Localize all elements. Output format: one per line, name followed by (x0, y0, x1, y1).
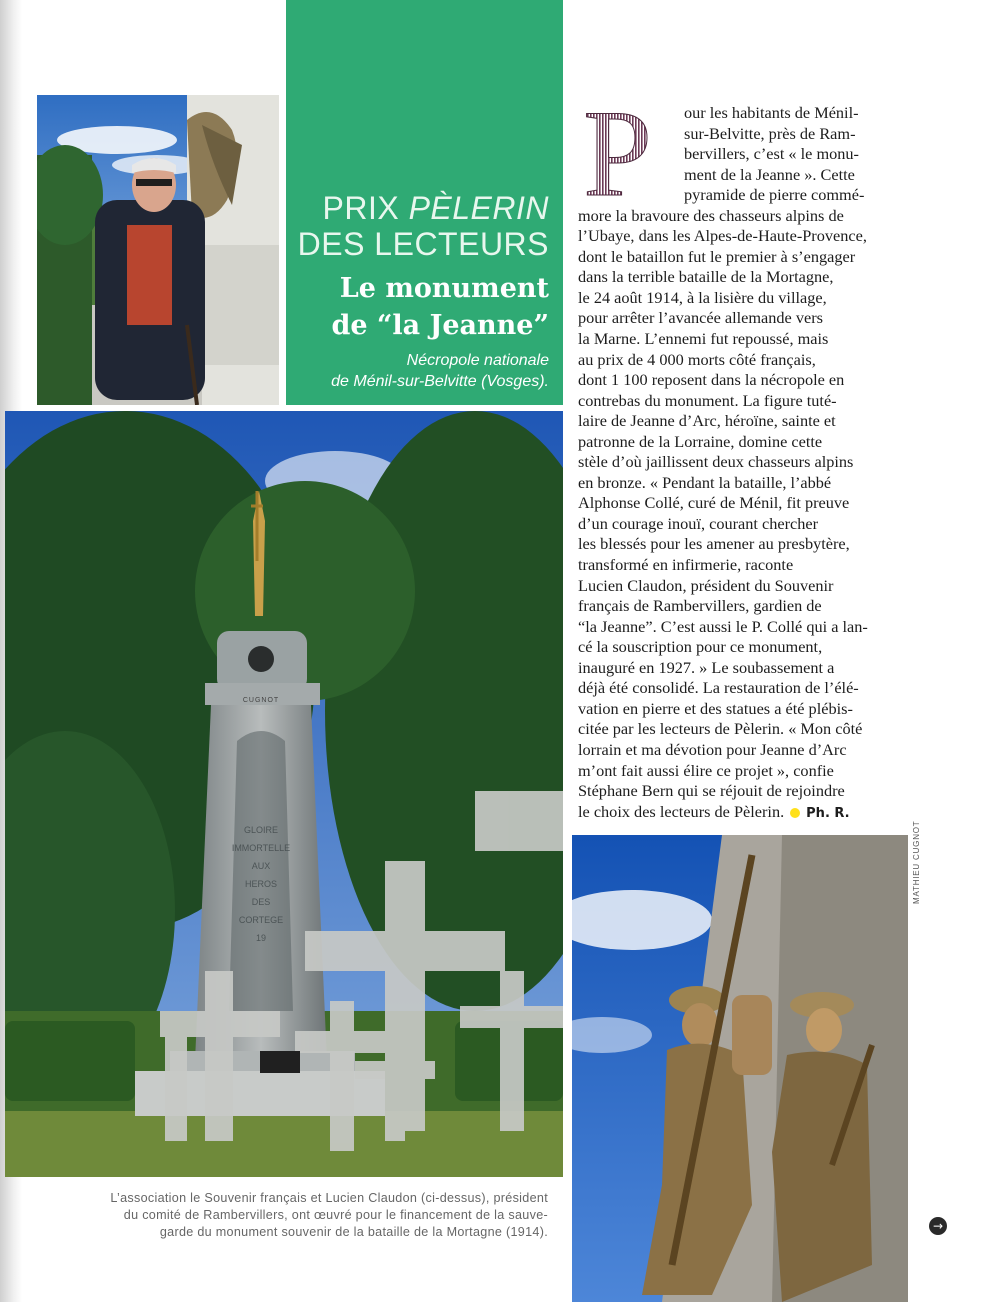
article-line: dans la terrible bataille de la Mortagne, (578, 267, 834, 287)
kicker-readers: DES LECTEURS (297, 226, 549, 262)
caption-line-1: L’association le Souvenir français et Lucien Claudon (ci-dessus), président (110, 1191, 548, 1205)
article-line: laire de Jeanne d’Arc, héroïne, sainte et (578, 411, 836, 431)
article-line: m’ont fait aussi élire ce projet », confie (578, 760, 834, 780)
article-line: bervillers, c’est « le monu- (684, 144, 859, 164)
next-page-arrow-icon[interactable]: → (929, 1217, 947, 1235)
soldiers-statue-photo (572, 835, 908, 1302)
article-line: patronne de la Lorraine, domine cette (578, 431, 823, 451)
inscription-line: CORTEGE (238, 915, 284, 925)
inscription-line: 19 (255, 933, 266, 943)
article-line: au prix de 4 000 morts côté français, (578, 349, 816, 369)
article-line: déjà été consolidé. La restauration de l’élé- (578, 678, 859, 698)
location-subtitle (331, 350, 549, 392)
monument-inscription-top: CUGNOT (242, 697, 280, 704)
article-line: le 24 août 1914, à la lisière du village, (578, 287, 827, 307)
author-signature: Ph. R. (806, 805, 850, 821)
article-line: les blessés pour les amener au presbytère, (578, 534, 850, 554)
photo-caption (48, 1190, 548, 1241)
article-line: pyramide de pierre commé- (684, 185, 865, 205)
article-line: en bronze. « Pendant la bataille, l’abbé (578, 472, 832, 492)
caption-line-2: du comité de Rambervillers, ont œuvré pour le financement de la sauve- (123, 1208, 548, 1222)
article-line: lorrain et ma dévotion pour Jeanne d’Arc (578, 739, 847, 759)
monument-inscription (226, 821, 296, 947)
inscription-line: AUX (251, 861, 271, 871)
article-line: Lucien Claudon, président du Souvenir (578, 575, 834, 595)
article-line: ment de la Jeanne ». Cette (684, 164, 855, 184)
article-body (578, 103, 894, 824)
title-box (286, 0, 563, 405)
article-line: Alphonse Collé, curé de Ménil, fit preuve (578, 493, 850, 513)
article-line: dont 1 100 reposent dans la nécropole en (578, 370, 845, 390)
portrait-photo (37, 95, 279, 405)
kicker-text: PRIX (322, 190, 409, 226)
article-line: vation en pierre et des statues a été plébis- (578, 698, 853, 718)
caption-line-3: garde du monument souvenir de la bataille de la Mortagne (1914). (159, 1225, 548, 1239)
article-line: inauguré en 1927. » Le soubassement a (578, 657, 835, 677)
article-line: sur-Belvitte, près de Ram- (684, 123, 856, 143)
article-line: l’Ubaye, dans les Alpes-de-Haute-Provence, (578, 226, 867, 246)
location-line-1: Nécropole nationale (406, 352, 549, 369)
article-line: d’un courage inouï, courant chercher (578, 513, 819, 533)
article-line: contrebas du monument. La figure tuté- (578, 390, 837, 410)
kicker-pelerin: PÈLERIN (408, 190, 549, 226)
article-line: our les habitants de Ménil- (684, 103, 859, 122)
photo-credit: MATHIEU CUGNOT (912, 820, 921, 904)
article-line: français de Rambervillers, gardien de (578, 596, 822, 616)
article-line: cé la souscription pour ce monument, (578, 637, 823, 657)
inscription-line: HEROS (244, 879, 277, 889)
inscription-line: DES (251, 897, 271, 907)
article-line: citée par les lecteurs de Pèlerin. « Mon côté (578, 719, 863, 739)
article-line: pour arrêter l’avancée allemande vers (578, 308, 823, 328)
headline-line-2: de “la Jeanne” (331, 310, 549, 341)
drop-cap-letter: P (583, 107, 652, 201)
end-bullet-icon (790, 808, 800, 818)
headline-line-1: Le monument (339, 273, 549, 304)
article-line: Stéphane Bern qui se réjouit de rejoindre (578, 781, 845, 801)
article-line: transformé en infirmerie, raconte (578, 555, 794, 575)
award-kicker (298, 190, 549, 262)
inscription-line: IMMORTELLE (231, 843, 291, 853)
article-line: “la Jeanne”. C’est aussi le P. Collé qui a lan- (578, 616, 868, 636)
article-line: stèle d’où jaillissent deux chasseurs alpins (578, 452, 854, 472)
article-last-line: le choix des lecteurs de Pèlerin. (578, 801, 785, 821)
inscription-line: GLOIRE (243, 825, 278, 835)
location-line-2: de Ménil-sur-Belvitte (Vosges). (331, 373, 549, 390)
monument-photo (5, 411, 563, 1177)
article-line: dont le bataillon fut le premier à s’engager (578, 246, 856, 266)
article-line: more la bravoure des chasseurs alpins de (578, 205, 844, 225)
headline (331, 270, 549, 344)
article-line: la Marne. L’ennemi fut repoussé, mais (578, 329, 829, 349)
